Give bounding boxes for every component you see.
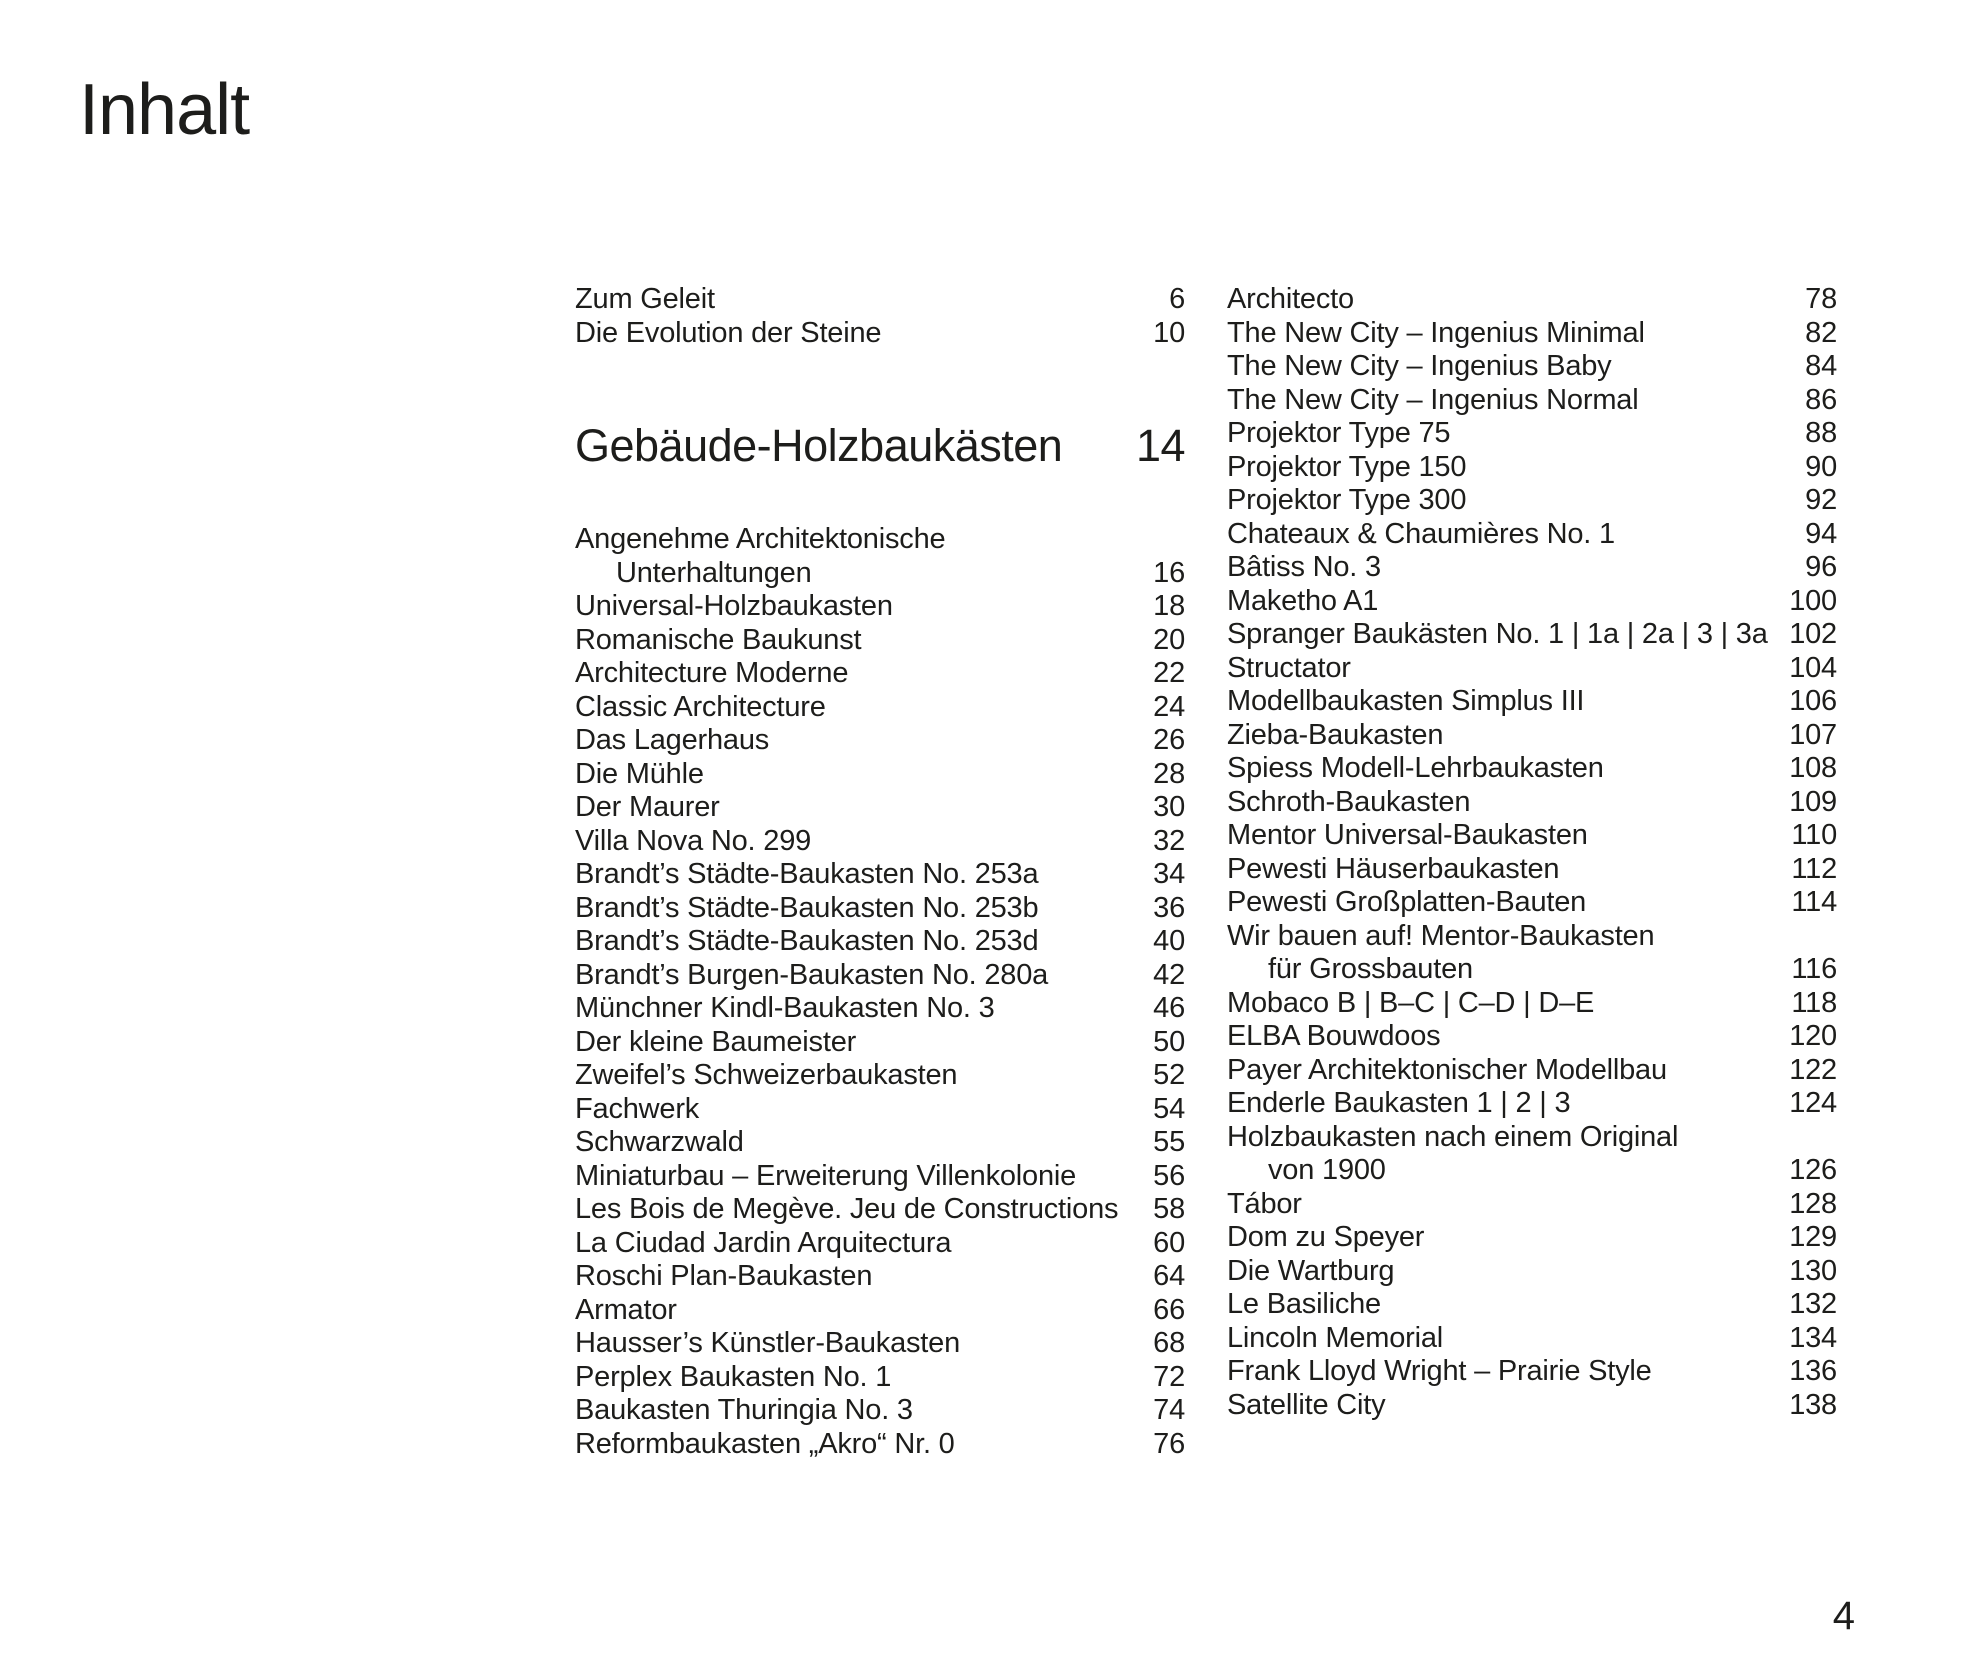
toc-entry-page-number: 104: [1789, 651, 1837, 684]
toc-entry-title: Hausser’s Künstler-Baukasten: [575, 1327, 961, 1359]
toc-entry: [575, 724, 1185, 758]
toc-entry-title: Zum Geleit: [575, 283, 715, 315]
toc-entry-title: Satellite City: [1227, 1388, 1386, 1421]
toc-entry-title: Die Mühle: [575, 757, 704, 790]
toc-entry-page-number: 109: [1789, 785, 1837, 818]
toc-entry: [1227, 886, 1837, 920]
toc-entry: [1227, 987, 1837, 1021]
toc-entry-page-number: 34: [1153, 858, 1185, 890]
toc-entry: [575, 283, 1185, 317]
toc-entry-title: Roschi Plan-Baukasten: [575, 1260, 873, 1292]
toc-entry: [1227, 1087, 1837, 1121]
toc-entry: [1227, 1020, 1837, 1054]
toc-entry-page-number: 74: [1153, 1394, 1185, 1426]
toc-entry-title: The New City – Ingenius Normal: [1227, 383, 1639, 416]
toc-entry: [575, 523, 1185, 590]
toc-entry-page-number: 16: [1153, 556, 1185, 589]
toc-entry-title: La Ciudad Jardin Arquitectura: [575, 1226, 952, 1259]
toc-entry-title: The New City – Ingenius Baby: [1227, 350, 1612, 382]
toc-entry: [1227, 1255, 1837, 1289]
toc-entry-title: Armator: [575, 1293, 677, 1326]
toc-entry-title: Münchner Kindl-Baukasten No. 3: [575, 992, 995, 1024]
toc-entry-title: Chateaux & Chaumières No. 1: [1227, 517, 1615, 550]
toc-section-heading-page-number: 14: [1135, 420, 1185, 471]
toc-entry-page-number: 76: [1153, 1427, 1185, 1460]
toc-entry: [575, 1260, 1185, 1294]
toc-entry-page-number: 55: [1153, 1126, 1185, 1158]
toc-entry: [575, 858, 1185, 892]
toc-entry-page-number: 64: [1153, 1260, 1185, 1292]
toc-entry-title: Fachwerk: [575, 1092, 700, 1125]
toc-entry-title: Lincoln Memorial: [1227, 1321, 1443, 1354]
toc-entry: [575, 590, 1185, 624]
toc-entry-page-number: 100: [1789, 584, 1837, 617]
toc-entry-title: Der Maurer: [575, 791, 720, 823]
toc-entry-title: Les Bois de Megève. Jeu de Constructions: [575, 1193, 1119, 1225]
toc-entry-title: Der kleine Baumeister: [575, 1025, 857, 1058]
toc-entry: [1227, 1054, 1837, 1088]
toc-entry: [575, 758, 1185, 792]
toc-entry: [1227, 384, 1837, 418]
toc-entry-title: Architecture Moderne: [575, 657, 849, 689]
toc-entry: [575, 825, 1185, 859]
toc-entry-title: Miniaturbau – Erweiterung Villenkolonie: [575, 1159, 1077, 1192]
toc-entry: [1227, 1221, 1837, 1255]
toc-entry-page-number: 66: [1153, 1293, 1185, 1326]
toc-entry: [1227, 786, 1837, 820]
toc-entry-page-number: 82: [1805, 316, 1837, 349]
toc-entry-title: Projektor Type 300: [1227, 484, 1467, 516]
toc-entry-title: Modellbaukasten Simplus III: [1227, 685, 1585, 717]
toc-entry: [575, 317, 1185, 351]
toc-entry-page-number: 54: [1153, 1092, 1185, 1125]
toc-entry: [1227, 317, 1837, 351]
toc-entry-page-number: 72: [1153, 1360, 1185, 1393]
toc-entry-page-number: 22: [1153, 657, 1185, 689]
toc-entry-page-number: 129: [1789, 1221, 1837, 1253]
toc-entry-page-number: 78: [1805, 283, 1837, 315]
toc-entry: [1227, 752, 1837, 786]
toc-entry-page-number: 134: [1789, 1321, 1837, 1354]
toc-entry-page-number: 92: [1805, 484, 1837, 516]
toc-entry: [1227, 283, 1837, 317]
toc-entry-title: Schroth-Baukasten: [1227, 785, 1471, 818]
toc-entry-title: Perplex Baukasten No. 1: [575, 1360, 892, 1393]
toc-entry-title: Mobaco B | B–C | C–D | D–E: [1227, 986, 1595, 1019]
toc-entry-title: Brandt’s Städte-Baukasten No. 253a: [575, 858, 1039, 890]
toc-entry: [575, 1227, 1185, 1261]
toc-entry: [1227, 819, 1837, 853]
toc-entry-title: Payer Architektonischer Modellbau: [1227, 1053, 1667, 1086]
toc-entry: [1227, 350, 1837, 384]
toc-entry-page-number: 40: [1153, 925, 1185, 957]
toc-entry-page-number: 138: [1789, 1388, 1837, 1421]
toc-entry-title: Bâtiss No. 3: [1227, 551, 1381, 583]
toc-entry-page-number: 42: [1153, 958, 1185, 991]
page-number: 4: [1832, 1594, 1855, 1638]
toc-entry-page-number: 6: [1169, 283, 1185, 315]
toc-entry: [575, 1428, 1185, 1462]
toc-entry: [575, 791, 1185, 825]
toc-entry-title: Das Lagerhaus: [575, 724, 770, 756]
toc-entry: [575, 892, 1185, 926]
toc-entry-title: Die Evolution der Steine: [575, 316, 882, 349]
toc-entry: [575, 1026, 1185, 1060]
toc-entry-title: Projektor Type 75: [1227, 417, 1451, 449]
toc-entry-title: Reformbaukasten „Akro“ Nr. 0: [575, 1427, 955, 1460]
toc-entry: [575, 1361, 1185, 1395]
toc-entry-title: Maketho A1: [1227, 584, 1379, 617]
toc-entry-title: Projektor Type 150: [1227, 450, 1467, 483]
toc-entry: [1227, 1121, 1837, 1188]
toc-entry-page-number: 124: [1789, 1087, 1837, 1119]
toc-left-list: [575, 523, 1185, 1461]
toc-entry: [1227, 484, 1837, 518]
toc-entry-page-number: 118: [1791, 986, 1837, 1019]
toc-entry: [575, 1327, 1185, 1361]
toc-entry-title: Spranger Baukästen No. 1 | 1a | 2a | 3 | 3a: [1227, 618, 1768, 650]
toc-entry-page-number: 24: [1153, 690, 1185, 723]
toc-entry-page-number: 52: [1153, 1059, 1185, 1091]
toc-entry: [1227, 518, 1837, 552]
toc-entry-page-number: 10: [1153, 316, 1185, 349]
toc-entry-page-number: 88: [1805, 417, 1837, 449]
toc-entry-page-number: 122: [1789, 1053, 1837, 1086]
toc-entry: [575, 1160, 1185, 1194]
toc-entry: [575, 691, 1185, 725]
toc-entry-title: Universal-Holzbaukasten: [575, 590, 893, 622]
toc-entry-title: Villa Nova No. 299: [575, 824, 812, 857]
toc-entry-page-number: 96: [1805, 551, 1837, 583]
toc-entry-title: Brandt’s Städte-Baukasten No. 253b: [575, 891, 1039, 924]
toc-entry-page-number: 120: [1789, 1020, 1837, 1052]
toc-entry-page-number: 26: [1153, 724, 1185, 756]
toc-entry: [575, 925, 1185, 959]
toc-entry-page-number: 102: [1789, 618, 1837, 650]
toc-entry-page-number: 94: [1805, 517, 1837, 550]
toc-entry-page-number: 86: [1805, 383, 1837, 416]
toc-entry-page-number: 128: [1789, 1187, 1837, 1220]
toc-entry-page-number: 58: [1153, 1193, 1185, 1225]
toc-entry-title: Holzbaukasten nach einem Original von 1900: [1227, 1120, 1679, 1186]
toc-entry: [1227, 585, 1837, 619]
toc-entry-title: Angenehme Architektonische Unterhaltungen: [575, 523, 946, 589]
toc-entry: [1227, 920, 1837, 987]
toc-entry: [1227, 451, 1837, 485]
toc-entry-page-number: 136: [1789, 1355, 1837, 1387]
toc-entry: [1227, 417, 1837, 451]
toc-entry-page-number: 112: [1791, 852, 1837, 885]
toc-entry: [575, 657, 1185, 691]
toc-entry: [575, 1059, 1185, 1093]
toc-entry-title: Wir bauen auf! Mentor-Baukasten für Grossbauten: [1227, 919, 1655, 985]
toc-entry: [1227, 685, 1837, 719]
toc-column-right: [1227, 283, 1837, 1422]
toc-entry: [575, 1126, 1185, 1160]
toc-entry: [575, 624, 1185, 658]
toc-entry-page-number: 107: [1789, 718, 1837, 751]
toc-entry-title: Romanische Baukunst: [575, 623, 862, 656]
toc-entry-page-number: 116: [1791, 953, 1837, 985]
toc-entry-title: Zweifel’s Schweizerbaukasten: [575, 1059, 958, 1091]
toc-entry-page-number: 90: [1805, 450, 1837, 483]
toc-entry-page-number: 84: [1805, 350, 1837, 382]
toc-entry-page-number: 106: [1789, 685, 1837, 717]
toc-entry-page-number: 50: [1153, 1025, 1185, 1058]
page-title: Inhalt: [79, 70, 250, 150]
toc-entry-title: Enderle Baukasten 1 | 2 | 3: [1227, 1087, 1571, 1119]
toc-entry: [1227, 1188, 1837, 1222]
toc-entry-page-number: 30: [1153, 791, 1185, 823]
toc-right-list: [1227, 283, 1837, 1422]
toc-entry-title: Frank Lloyd Wright – Prairie Style: [1227, 1355, 1652, 1387]
toc-entry: [1227, 1288, 1837, 1322]
toc-entry-page-number: 108: [1789, 752, 1837, 784]
toc-entry-page-number: 68: [1153, 1327, 1185, 1359]
toc-entry-page-number: 18: [1153, 590, 1185, 622]
toc-entry-title: The New City – Ingenius Minimal: [1227, 316, 1645, 349]
toc-entry-title: Mentor Universal-Baukasten: [1227, 819, 1588, 851]
toc-entry-title: Zieba-Baukasten: [1227, 718, 1444, 751]
toc-entry-page-number: 32: [1153, 824, 1185, 857]
toc-entry-title: Brandt’s Städte-Baukasten No. 253d: [575, 925, 1039, 957]
toc-entry-title: Dom zu Speyer: [1227, 1221, 1425, 1253]
toc-entry: [575, 992, 1185, 1026]
toc-entry-page-number: 126: [1789, 1154, 1837, 1186]
toc-section-heading-label: Gebäude-Holzbaukästen: [575, 420, 1063, 471]
toc-entry-title: Spiess Modell-Lehrbaukasten: [1227, 752, 1604, 784]
toc-entry-page-number: 20: [1153, 623, 1185, 656]
toc-entry-page-number: 28: [1153, 757, 1185, 790]
toc-entry: [575, 1294, 1185, 1328]
toc-entry-title: Pewesti Häuserbaukasten: [1227, 852, 1560, 885]
toc-front-list: [575, 283, 1185, 350]
toc-entry-page-number: 60: [1153, 1226, 1185, 1259]
toc-entry: [575, 1394, 1185, 1428]
toc-entry: [1227, 853, 1837, 887]
toc-entry-title: Le Basiliche: [1227, 1288, 1381, 1320]
toc-entry-title: Brandt’s Burgen-Baukasten No. 280a: [575, 958, 1049, 991]
toc-entry-page-number: 114: [1791, 886, 1837, 918]
toc-entry-title: Tábor: [1227, 1187, 1302, 1220]
toc-entry: [1227, 1389, 1837, 1423]
toc-entry: [1227, 719, 1837, 753]
toc-section-heading: [575, 421, 1185, 471]
toc-entry-title: Pewesti Großplatten-Bauten: [1227, 886, 1587, 918]
toc-entry-title: Architecto: [1227, 283, 1354, 315]
toc-entry-title: Classic Architecture: [575, 690, 826, 723]
toc-entry: [575, 959, 1185, 993]
toc-entry-title: Structator: [1227, 651, 1351, 684]
toc-entry: [1227, 551, 1837, 585]
toc-entry-page-number: 110: [1791, 819, 1837, 851]
toc-entry: [575, 1093, 1185, 1127]
toc-entry: [1227, 1355, 1837, 1389]
toc-entry: [1227, 618, 1837, 652]
toc-entry-page-number: 36: [1153, 891, 1185, 924]
toc-entry: [1227, 652, 1837, 686]
toc-entry-page-number: 130: [1789, 1254, 1837, 1287]
toc-entry-title: Schwarzwald: [575, 1126, 744, 1158]
toc-entry: [1227, 1322, 1837, 1356]
toc-entry-title: Baukasten Thuringia No. 3: [575, 1394, 913, 1426]
toc-column-left: [575, 283, 1185, 1461]
toc-entry-page-number: 46: [1153, 992, 1185, 1024]
toc-entry-page-number: 132: [1789, 1288, 1837, 1320]
toc-entry-title: ELBA Bouwdoos: [1227, 1020, 1441, 1052]
toc-entry-title: Die Wartburg: [1227, 1254, 1395, 1287]
toc-entry-page-number: 56: [1153, 1159, 1185, 1192]
toc-entry: [575, 1193, 1185, 1227]
